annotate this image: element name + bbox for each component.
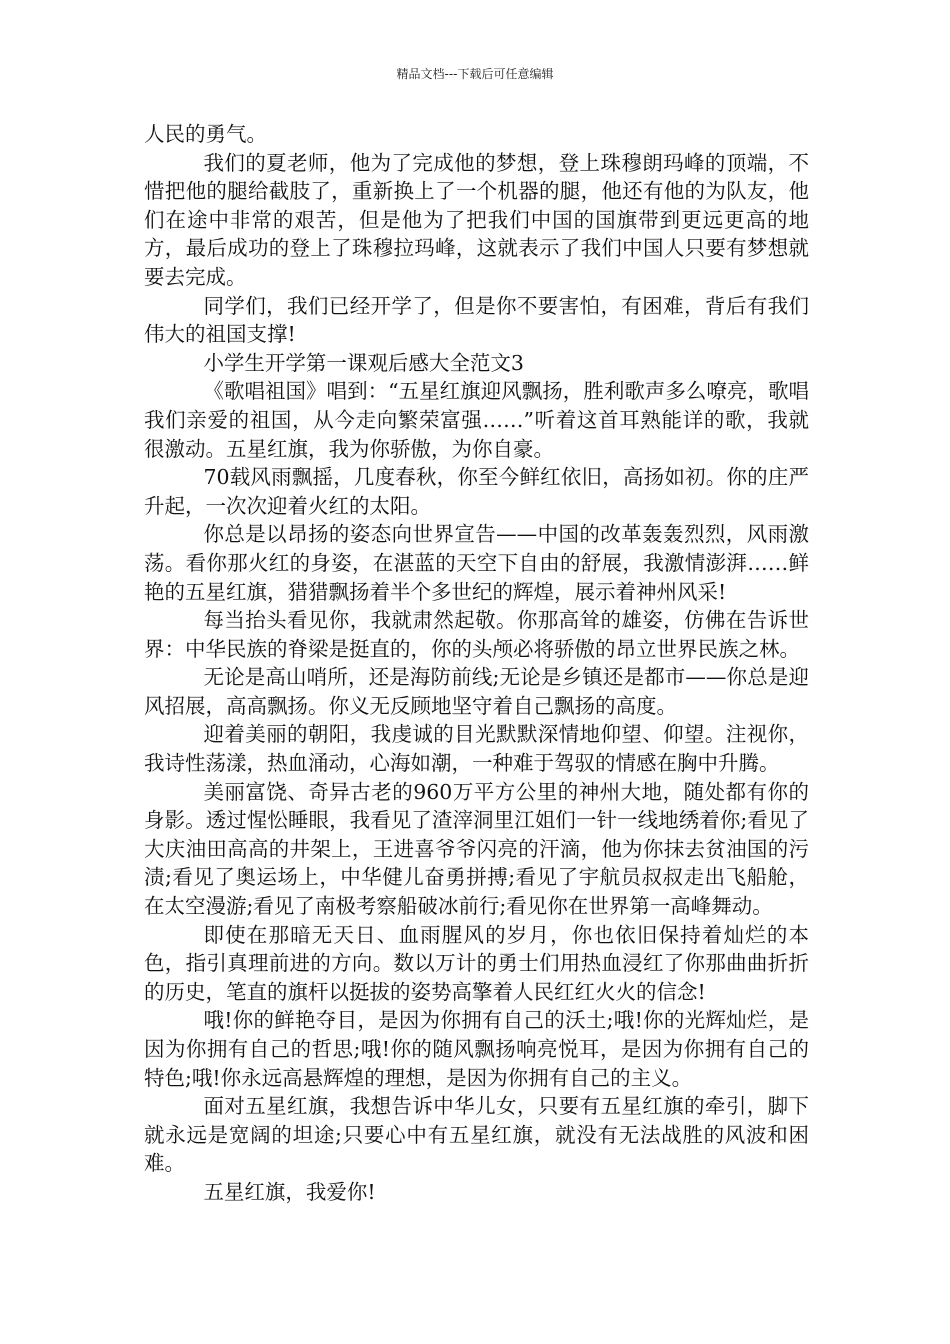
paragraph: 每当抬头看见你，我就肃然起敬。你那高耸的雄姿，仿佛在告诉世界：中华民族的脊梁是挺直的，你的头颅必将骄傲的昂立世界民族之林。: [144, 608, 809, 661]
paragraph: 即使在那暗无天日、血雨腥风的岁月，你也依旧保持着灿烂的本色，指引真理前进的方向。数以万计的勇士们用热血浸红了你那曲曲折折的历史，笔直的旗杆以挺拔的姿势高擎着人民红红火火的信念!: [144, 922, 809, 1004]
paragraph: 《歌唱祖国》唱到：“五星红旗迎风飘扬，胜利歌声多么嘹亮，歌唱我们亲爱的祖国，从今走向繁荣富强……”听着这首耳熟能详的歌，我就很激动。五星红旗，我为你骄傲，为你自豪。: [144, 379, 809, 461]
paragraph: 人民的勇气。: [144, 122, 267, 146]
paragraph: 同学们，我们已经开学了，但是你不要害怕，有困难，背后有我们伟大的祖国支撑!: [144, 293, 809, 347]
page-header: 精品文档---下载后可任意编辑: [396, 67, 554, 81]
paragraph: 五星红旗，我爱你!: [203, 1179, 376, 1204]
paragraph: 面对五星红旗，我想告诉中华儿女，只要有五星红旗的牵引，脚下就永远是宽阔的坦途;只要心中有五星红旗，就没有无法战胜的风波和困难。: [144, 1094, 809, 1176]
paragraph: 无论是高山哨所，还是海防前线;无论是乡镇还是都市——你总是迎风招展，高高飘扬。你义无反顾地坚守着自己飘扬的高度。: [144, 665, 809, 718]
section-title: 小学生开学第一课观后感大全范文3: [203, 350, 524, 375]
paragraph: 哦!你的鲜艳夺目，是因为你拥有自己的沃土;哦!你的光辉灿烂，是因为你拥有自己的哲思;哦!你的随风飘扬响亮悦耳，是因为你拥有自己的特色;哦!你永远高悬辉煌的理想，是因为你拥有自己的主义。: [144, 1008, 809, 1090]
paragraph: 70载风雨飘摇，几度春秋，你至今鲜红依旧，高扬如初。你的庄严升起，一次次迎着火红的太阳。: [144, 465, 809, 518]
paragraph: 美丽富饶、奇异古老的960万平方公里的神州大地，随处都有你的身影。透过惺忪睡眼，我看见了渣滓洞里江姐们一针一线地绣着你;看见了大庆油田高高的井架上，王进喜爷爷闪亮的汗滴，他为你抹去贫油国的污渍;看见了奥运场上，中华健儿奋勇拼搏;看见了宇航员叔叔走出飞船舱，在太空漫游;看见了南极考察船破冰前行;看见你在世界第一高峰舞动。: [144, 779, 809, 919]
paragraph: 你总是以昂扬的姿态向世界宣告——中国的改革轰轰烈烈，风雨激荡。看你那火红的身姿，在湛蓝的天空下自由的舒展，我激情澎湃……鲜艳的五星红旗，猎猎飘扬着半个多世纪的辉煌，展示着神州风采!: [144, 522, 809, 604]
paragraph: 迎着美丽的朝阳，我虔诚的目光默默深情地仰望、仰望。注视你，我诗性荡漾，热血涌动，心海如潮，一种难于驾驭的情感在胸中升腾。: [144, 722, 809, 776]
paragraph: 我们的夏老师，他为了完成他的梦想，登上珠穆朗玛峰的顶端，不惜把他的腿给截肢了，重新换上了一个机器的腿，他还有他的为队友，他们在途中非常的艰苦，但是他为了把我们中国的国旗带到更远更高的地方，最后成功的登上了珠穆拉玛峰，这就表示了我们中国人只要有梦想就要去完成。: [144, 150, 809, 289]
document-body: [144, 120, 809, 1207]
